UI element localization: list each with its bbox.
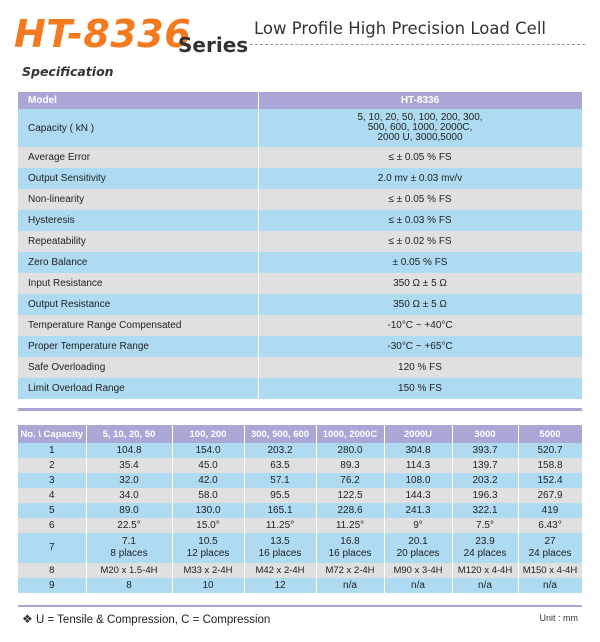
dim-header: 5, 10, 20, 50: [86, 425, 172, 443]
dim-cell: 45.0: [172, 458, 244, 473]
dim-row-number: 6: [18, 518, 86, 533]
spec-row: [18, 294, 582, 315]
dim-cell: 89.3: [316, 458, 384, 473]
footnote: [22, 612, 270, 626]
footnote-text: U = Tensile & Compression, C = Compression: [35, 614, 271, 626]
dim-cell: 304.8: [384, 443, 452, 458]
dim-row: [18, 443, 582, 458]
dim-cell: M150 x 4-4H: [518, 563, 582, 578]
dim-cell: 8: [86, 578, 172, 593]
dim-cell: 241.3: [384, 503, 452, 518]
spec-label: Zero Balance: [18, 252, 258, 273]
dim-header: 1000, 2000C: [316, 425, 384, 443]
spec-label: Average Error: [18, 147, 258, 168]
spec-label: Hysteresis: [18, 210, 258, 231]
dim-cell: 203.2: [452, 473, 518, 488]
capacity-line: 5, 10, 20, 50, 100, 200, 300,: [357, 112, 483, 123]
dim-cell: 130.0: [172, 503, 244, 518]
spec-header-model-value: HT-8336: [258, 92, 582, 109]
spec-row: [18, 315, 582, 336]
dim-cell: [172, 533, 244, 563]
spec-label: Output Resistance: [18, 294, 258, 315]
dim-cell: 144.3: [384, 488, 452, 503]
dim-cell: 322.1: [452, 503, 518, 518]
spec-value: ± 0.05 % FS: [258, 252, 582, 273]
dim-cell: n/a: [518, 578, 582, 593]
specification-heading: Specification: [22, 64, 114, 79]
dim-cell: 280.0: [316, 443, 384, 458]
dim-cell: M120 x 4-4H: [452, 563, 518, 578]
spec-value: 350 Ω ± 5 Ω: [258, 273, 582, 294]
dim-cell: 419: [518, 503, 582, 518]
series-label: Series: [178, 33, 249, 57]
spec-row: [18, 378, 582, 399]
dim-row-number: 1: [18, 443, 86, 458]
dim-cell: 35.4: [86, 458, 172, 473]
model-title: HT-8336: [14, 12, 192, 56]
dim-cell: 11.25°: [244, 518, 316, 533]
dim-cell: 95.5: [244, 488, 316, 503]
subtitle-divider: [250, 44, 585, 45]
dim-cell: 108.0: [384, 473, 452, 488]
dim-row: [18, 458, 582, 473]
dim-cell-line: 24 places: [528, 548, 572, 559]
spec-label: Limit Overload Range: [18, 378, 258, 399]
spec-row: [18, 189, 582, 210]
page-header: [0, 0, 600, 90]
dim-cell: M72 x 2-4H: [316, 563, 384, 578]
dim-cell: 12: [244, 578, 316, 593]
dim-row-number: 7: [18, 533, 86, 563]
dim-cell: M20 x 1.5-4H: [86, 563, 172, 578]
dim-row-number: 4: [18, 488, 86, 503]
dim-cell: M90 x 3-4H: [384, 563, 452, 578]
dim-header: 5000: [518, 425, 582, 443]
dim-cell: [452, 533, 518, 563]
dim-cell-line: 13.5: [270, 536, 290, 547]
dim-cell: [244, 533, 316, 563]
spec-row: [18, 210, 582, 231]
dim-cell-line: 24 places: [463, 548, 507, 559]
dim-row-number: 9: [18, 578, 86, 593]
dimension-table: [18, 425, 583, 593]
spec-row: [18, 231, 582, 252]
spec-label: Input Resistance: [18, 273, 258, 294]
dim-header: 300, 500, 600: [244, 425, 316, 443]
dim-table-bottom-rule: [18, 605, 582, 607]
dim-cell: 15.0°: [172, 518, 244, 533]
dim-cell: n/a: [452, 578, 518, 593]
spec-value: 120 % FS: [258, 357, 582, 378]
spec-label: Repeatability: [18, 231, 258, 252]
dim-header: 3000: [452, 425, 518, 443]
dim-cell: 34.0: [86, 488, 172, 503]
dim-cell: 11.25°: [316, 518, 384, 533]
dim-cell: 165.1: [244, 503, 316, 518]
spec-value: ≤ ± 0.05 % FS: [258, 147, 582, 168]
dim-cell: 158.8: [518, 458, 582, 473]
spec-row: [18, 336, 582, 357]
dim-cell: 104.8: [86, 443, 172, 458]
dim-cell-line: 20 places: [396, 548, 440, 559]
dim-row-number: 8: [18, 563, 86, 578]
spec-row: [18, 252, 582, 273]
dim-cell: 32.0: [86, 473, 172, 488]
dim-cell: 196.3: [452, 488, 518, 503]
spec-row-capacity: [18, 109, 582, 147]
dim-cell: M33 x 2-4H: [172, 563, 244, 578]
dim-header-row: [18, 425, 582, 443]
spec-row: [18, 273, 582, 294]
specification-table: [18, 92, 583, 399]
dim-cell: 139.7: [452, 458, 518, 473]
dim-cell: [384, 533, 452, 563]
spec-value: ≤ ± 0.02 % FS: [258, 231, 582, 252]
dim-cell: M42 x 2-4H: [244, 563, 316, 578]
dim-row: [18, 563, 582, 578]
spec-row: [18, 168, 582, 189]
dim-row-number: 5: [18, 503, 86, 518]
spec-label: Output Sensitivity: [18, 168, 258, 189]
dim-cell: 393.7: [452, 443, 518, 458]
dim-cell: 58.0: [172, 488, 244, 503]
product-subtitle: Low Profile High Precision Load Cell: [254, 19, 546, 38]
dim-row-number: 2: [18, 458, 86, 473]
dim-cell: 6.43°: [518, 518, 582, 533]
spec-value: ≤ ± 0.05 % FS: [258, 189, 582, 210]
dim-cell: 57.1: [244, 473, 316, 488]
spec-row: [18, 357, 582, 378]
dim-cell-line: 10.5: [198, 536, 218, 547]
dim-cell-line: 16 places: [258, 548, 302, 559]
dim-cell: 228.6: [316, 503, 384, 518]
dim-cell: 122.5: [316, 488, 384, 503]
capacity-line: 2000 U, 3000,5000: [377, 132, 463, 143]
dim-cell: 22.5°: [86, 518, 172, 533]
spec-value: ≤ ± 0.03 % FS: [258, 210, 582, 231]
dim-cell: 203.2: [244, 443, 316, 458]
dim-cell-line: 8 places: [110, 548, 148, 559]
spec-label: Non-linearity: [18, 189, 258, 210]
dim-header: No. \ Capacity: [18, 425, 86, 443]
spec-table-bottom-rule: [18, 408, 582, 411]
dim-header: 100, 200: [172, 425, 244, 443]
dim-cell: 9°: [384, 518, 452, 533]
spec-label: Proper Temperature Range: [18, 336, 258, 357]
dim-cell: [518, 533, 582, 563]
dim-cell-line: 16.8: [340, 536, 360, 547]
dim-cell: 7.5°: [452, 518, 518, 533]
dim-row: [18, 518, 582, 533]
dim-row: [18, 488, 582, 503]
dim-cell-line: 20.1: [408, 536, 428, 547]
dim-cell-line: 27: [544, 536, 556, 547]
spec-label: Capacity ( kN ): [18, 109, 258, 147]
dim-row-number: 3: [18, 473, 86, 488]
spec-value: [258, 109, 582, 147]
dim-cell: n/a: [316, 578, 384, 593]
dim-cell: 520.7: [518, 443, 582, 458]
dim-cell: 76.2: [316, 473, 384, 488]
spec-value: -10°C ~ +40°C: [258, 315, 582, 336]
dim-cell: [86, 533, 172, 563]
capacity-line: 500, 600, 1000, 2000C,: [367, 122, 473, 133]
diamond-bullet-icon: ❖: [22, 612, 33, 626]
dim-cell: 63.5: [244, 458, 316, 473]
dim-cell-line: 12 places: [186, 548, 230, 559]
spec-value: 2.0 mv ± 0.03 mv/v: [258, 168, 582, 189]
dim-row: [18, 473, 582, 488]
dim-row: [18, 533, 582, 563]
dim-cell: 267.9: [518, 488, 582, 503]
dim-row: [18, 578, 582, 593]
dim-cell: [316, 533, 384, 563]
dim-row: [18, 503, 582, 518]
unit-label: Unit : mm: [539, 613, 578, 623]
dim-cell: 152.4: [518, 473, 582, 488]
spec-value: 150 % FS: [258, 378, 582, 399]
spec-value: -30°C ~ +65°C: [258, 336, 582, 357]
spec-header-row: [18, 92, 582, 109]
dim-cell: 154.0: [172, 443, 244, 458]
dim-cell-line: 16 places: [328, 548, 372, 559]
dim-cell-line: 7.1: [122, 536, 136, 547]
dim-cell: 114.3: [384, 458, 452, 473]
dim-cell: 42.0: [172, 473, 244, 488]
dim-cell-line: 23.9: [475, 536, 495, 547]
dim-header: 2000U: [384, 425, 452, 443]
spec-header-model: Model: [18, 92, 258, 109]
dim-cell: n/a: [384, 578, 452, 593]
spec-row: [18, 147, 582, 168]
dim-cell: 10: [172, 578, 244, 593]
spec-label: Safe Overloading: [18, 357, 258, 378]
spec-label: Temperature Range Compensated: [18, 315, 258, 336]
spec-value: 350 Ω ± 5 Ω: [258, 294, 582, 315]
dim-cell: 89.0: [86, 503, 172, 518]
